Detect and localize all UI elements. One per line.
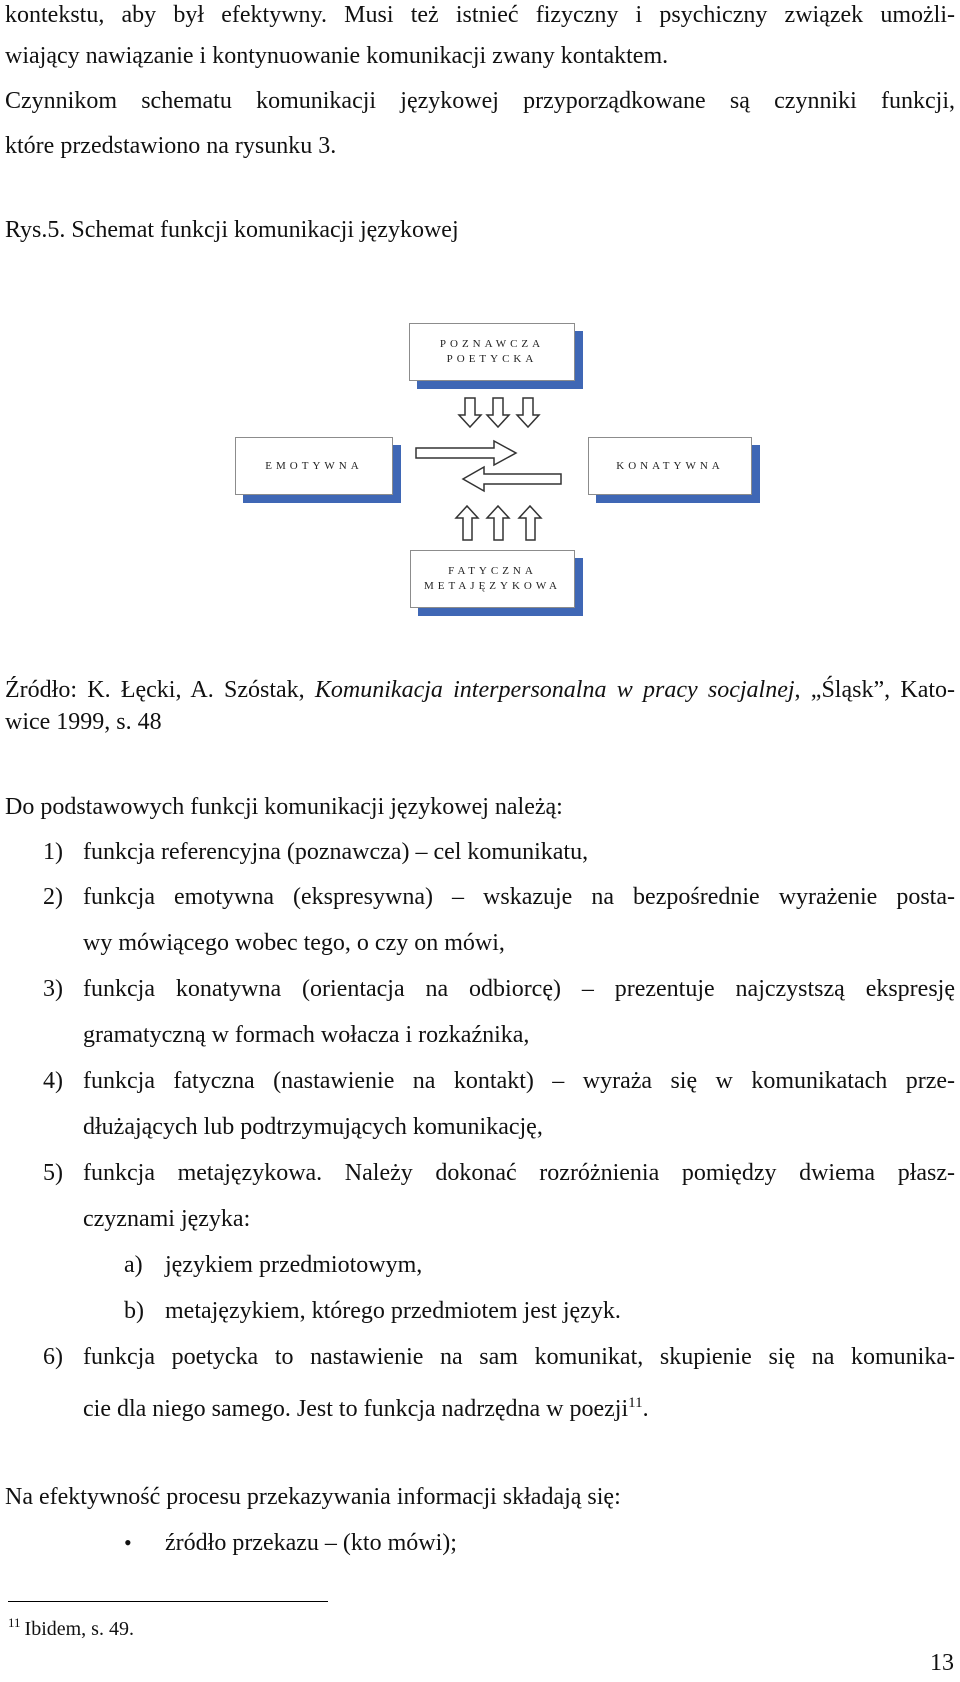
footnote-separator bbox=[8, 1601, 328, 1602]
effectiveness-heading: Na efektywność procesu przekazywania informacji składają się: bbox=[5, 1484, 621, 1510]
box-right-label: KONATYWNA bbox=[616, 459, 724, 472]
arrow-down-icon bbox=[517, 398, 539, 427]
bullet-icon: • bbox=[124, 1530, 132, 1555]
figure-source-line-2: wice 1999, s. 48 bbox=[5, 709, 162, 735]
list-item-4-line-1: funkcja fatyczna (nastawienie na kontakt) – wyraża się w komunikatach prze- bbox=[83, 1068, 955, 1094]
list-number: 5) bbox=[43, 1160, 63, 1186]
figure-source-line-1 bbox=[5, 675, 955, 705]
list-item-6-line-2 bbox=[83, 1388, 649, 1424]
sentence-period: . bbox=[642, 1396, 649, 1422]
box-top-label-2: POETYCKA bbox=[446, 353, 538, 365]
sublist-item-b: metajęzykiem, którego przedmiotem jest język. bbox=[165, 1298, 621, 1324]
arrow-up-icon bbox=[519, 506, 541, 540]
box-bottom-label-2: METAJĘZYKOWA bbox=[424, 580, 561, 592]
footnote-number: 11 bbox=[8, 1615, 21, 1630]
sublist-letter: a) bbox=[124, 1252, 143, 1278]
list-number: 6) bbox=[43, 1344, 63, 1370]
list-item-6-line-1: funkcja poetycka to nastawienie na sam komunikat, skupienie się na komunika- bbox=[83, 1344, 955, 1370]
arrow-left-icon bbox=[463, 467, 561, 491]
box-bottom-label-1: FATYCZNA bbox=[448, 565, 537, 577]
page-number: 13 bbox=[930, 1650, 954, 1676]
arrow-down-icon bbox=[459, 398, 481, 427]
list-item-3-line-1: funkcja konatywna (orientacja na odbiorcę) – prezentuje najczystszą ekspresję bbox=[83, 976, 955, 1002]
list-item-3-line-2: gramatyczną w formach wołacza i rozkaźnika, bbox=[83, 1022, 530, 1048]
list-number: 2) bbox=[43, 884, 63, 910]
intro-line-1: kontekstu, aby był efektywny. Musi też istnieć fizyczny i psychiczny związek umożli- bbox=[5, 2, 955, 28]
source-suffix: , „Śląsk”, Kato- bbox=[794, 677, 956, 703]
list-number: 3) bbox=[43, 976, 63, 1002]
diagram-arrows bbox=[0, 0, 960, 700]
arrow-up-icon bbox=[487, 506, 509, 540]
sublist-item-a: językiem przedmiotowym, bbox=[165, 1252, 423, 1278]
list-item-1: funkcja referencyjna (poznawcza) – cel komunikatu, bbox=[83, 839, 589, 865]
footnote-reference[interactable]: 11 bbox=[628, 1395, 643, 1411]
list-item-6-text: cie dla niego samego. Jest to funkcja nadrzędna w poezji bbox=[83, 1396, 629, 1422]
arrow-up-icon bbox=[456, 506, 478, 540]
box-left-label: EMOTYWNA bbox=[265, 459, 363, 472]
list-number: 4) bbox=[43, 1068, 63, 1094]
sublist-letter: b) bbox=[124, 1298, 144, 1324]
intro-line-2: wiający nawiązanie i kontynuowanie komunikacji zwany kontaktem. bbox=[5, 43, 669, 69]
footnote-text: Ibidem, s. 49. bbox=[24, 1618, 134, 1640]
source-prefix: Źródło: K. Łęcki, A. Szóstak, bbox=[5, 677, 315, 703]
list-number: 1) bbox=[43, 839, 63, 865]
footnote bbox=[8, 1611, 134, 1641]
list-item-4-line-2: dłużających lub podtrzymujących komunikację, bbox=[83, 1114, 543, 1140]
intro-line-3: Czynnikom schematu komunikacji językowej przyporządkowane są czynniki funkcji, bbox=[5, 88, 955, 114]
list-item-5-line-1: funkcja metajęzykowa. Należy dokonać rozróżnienia pomiędzy dwiema płasz- bbox=[83, 1160, 955, 1186]
figure-caption: Rys.5. Schemat funkcji komunikacji językowej bbox=[5, 217, 459, 243]
box-top-label-1: POZNAWCZA bbox=[439, 338, 545, 350]
list-item-2-line-2: wy mówiącego wobec tego, o czy on mówi, bbox=[83, 930, 505, 956]
arrow-right-icon bbox=[416, 441, 516, 465]
source-title: Komunikacja interpersonalna w pracy socjalnej bbox=[314, 677, 795, 703]
bullet-item-1: źródło przekazu – (kto mówi); bbox=[165, 1530, 457, 1556]
functions-heading: Do podstawowych funkcji komunikacji językowej należą: bbox=[5, 794, 563, 820]
arrow-down-icon bbox=[487, 398, 509, 427]
list-item-2-line-1: funkcja emotywna (ekspresywna) – wskazuje na bezpośrednie wyrażenie posta- bbox=[83, 884, 955, 910]
list-item-5-line-2: czyznami języka: bbox=[83, 1206, 251, 1232]
intro-line-4: które przedstawiono na rysunku 3. bbox=[5, 133, 337, 159]
